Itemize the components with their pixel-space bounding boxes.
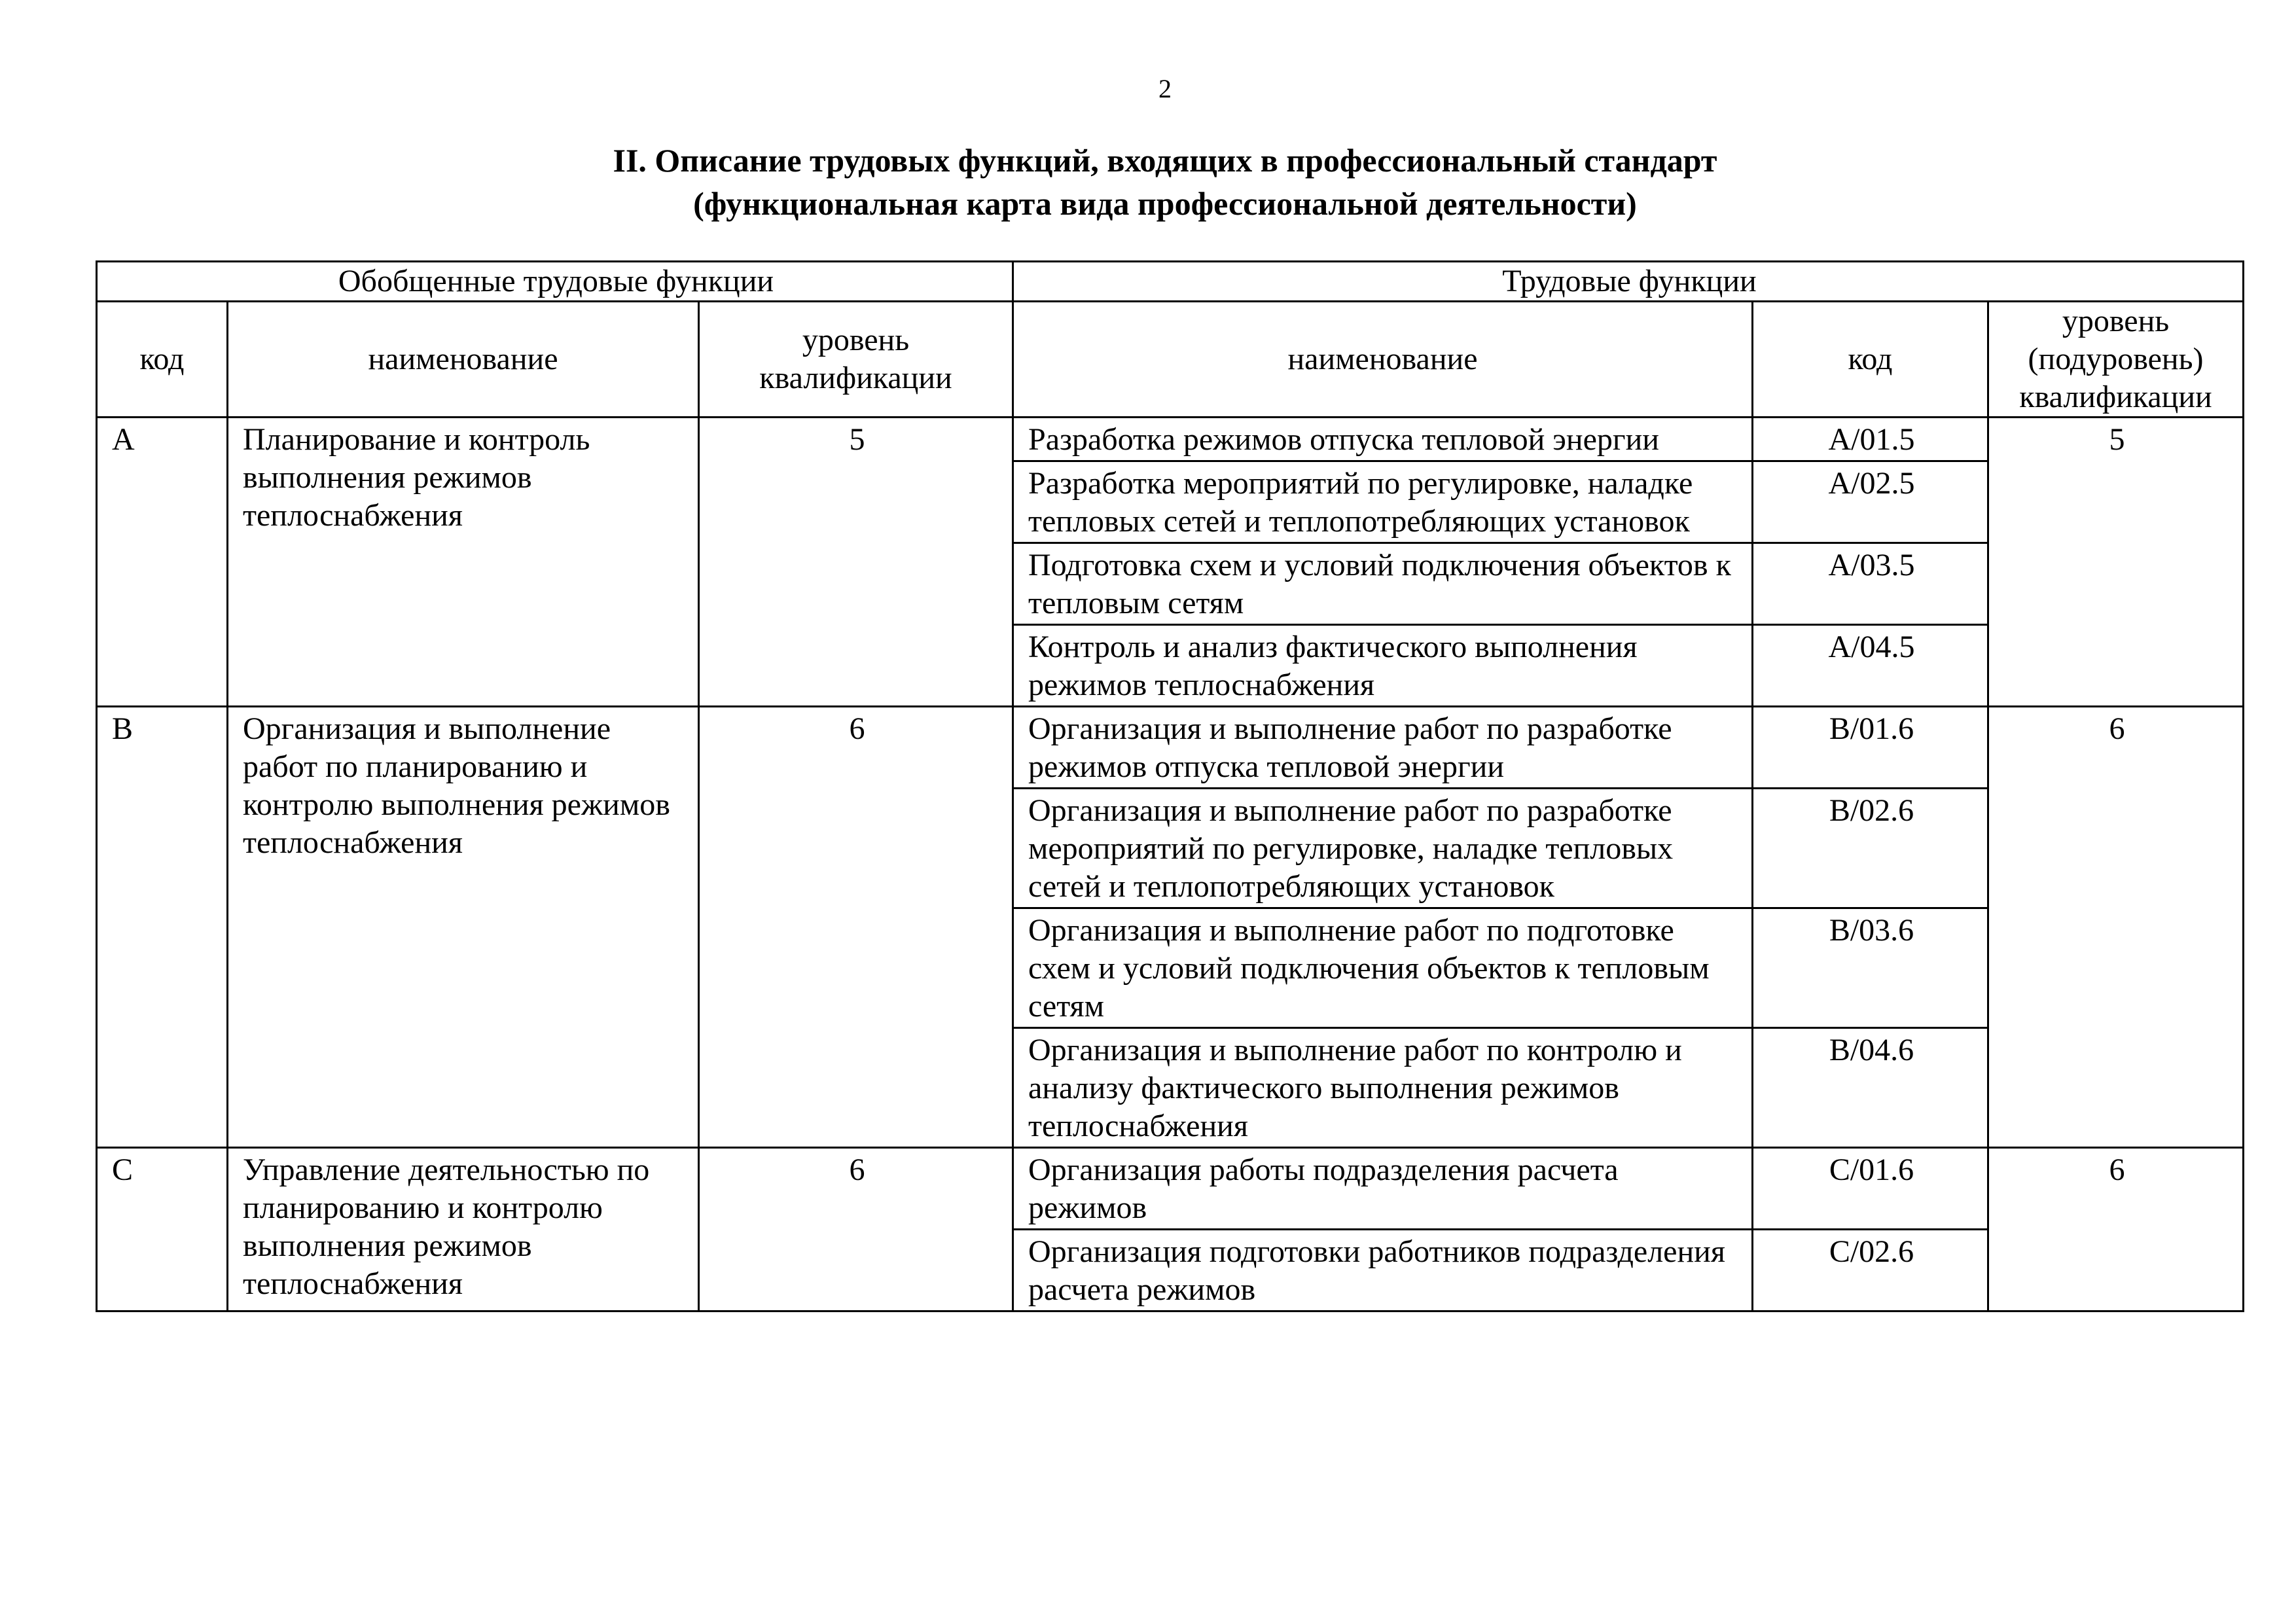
generalized-function-name: Управление деятельностью по планированию и контролю выполнения режимов теплоснабжения [228,1148,699,1311]
labor-function-code: A/04.5 [1753,625,1988,707]
labor-function-code: B/03.6 [1753,908,1988,1028]
column-header-row [97,302,2244,418]
labor-function-code: A/01.5 [1753,418,1988,461]
labor-functions-header: Трудовые функции [1013,262,2244,302]
labor-function-name: Организация и выполнение работ по разработке режимов отпуска тепловой энергии [1013,707,1753,789]
section-title-line-1: II. Описание трудовых функций, входящих в профессиональный стандарт [613,142,1717,179]
labor-function-code: B/01.6 [1753,707,1988,789]
labor-function-name: Разработка режимов отпуска тепловой энергии [1013,418,1753,461]
functional-map-table [96,260,2244,1312]
generalized-function-level: 5 [699,418,1013,707]
section-title [0,139,2296,225]
generalized-function-level: 6 [699,707,1013,1148]
generalized-function-level: 6 [699,1148,1013,1311]
section-title-line-2: (функциональная карта вида профессиональной деятельности) [693,185,1637,222]
generalized-function-code: C [97,1148,228,1311]
labor-function-code: B/04.6 [1753,1028,1988,1148]
labor-function-code: B/02.6 [1753,789,1988,908]
labor-function-name: Контроль и анализ фактического выполнения режимов теплоснабжения [1013,625,1753,707]
generalized-function-code: B [97,707,228,1148]
generalized-function-code: A [97,418,228,707]
generalized-function-name: Организация и выполнение работ по планированию и контролю выполнения режимов теплоснабжения [228,707,699,1148]
group-header-row [97,262,2244,302]
labor-function-name: Организация работы подразделения расчета режимов [1013,1148,1753,1230]
labor-function-name: Подготовка схем и условий подключения объектов к тепловым сетям [1013,543,1753,625]
labor-function-code: A/03.5 [1753,543,1988,625]
generalized-functions-header: Обобщенные трудовые функции [97,262,1013,302]
col-header-function-level: уровень (подуровень) квалификации [1988,302,2244,418]
labor-function-level: 6 [1988,707,2244,1148]
labor-function-level: 5 [1988,418,2244,707]
col-header-generalized-level: уровень квалификации [699,302,1013,418]
labor-function-level: 6 [1988,1148,2244,1311]
col-header-function-name: наименование [1013,302,1753,418]
col-header-generalized-name: наименование [228,302,699,418]
col-header-function-code: код [1753,302,1988,418]
page-number: 2 [1158,74,1172,103]
labor-function-code: C/01.6 [1753,1148,1988,1230]
table-row [97,707,2244,789]
labor-function-name: Разработка мероприятий по регулировке, наладке тепловых сетей и теплопотребляющих установок [1013,461,1753,543]
table-row [97,1148,2244,1230]
col-header-generalized-code: код [97,302,228,418]
labor-function-name: Организация подготовки работников подразделения расчета режимов [1013,1230,1753,1311]
labor-function-code: A/02.5 [1753,461,1988,543]
table-row [97,418,2244,461]
labor-function-name: Организация и выполнение работ по контролю и анализу фактического выполнения режимов теплоснабжения [1013,1028,1753,1148]
labor-function-name: Организация и выполнение работ по подготовке схем и условий подключения объектов к тепловым сетям [1013,908,1753,1028]
generalized-function-name: Планирование и контроль выполнения режимов теплоснабжения [228,418,699,707]
labor-function-name: Организация и выполнение работ по разработке мероприятий по регулировке, наладке тепловых сетей и теплопотребляющих установок [1013,789,1753,908]
labor-function-code: C/02.6 [1753,1230,1988,1311]
